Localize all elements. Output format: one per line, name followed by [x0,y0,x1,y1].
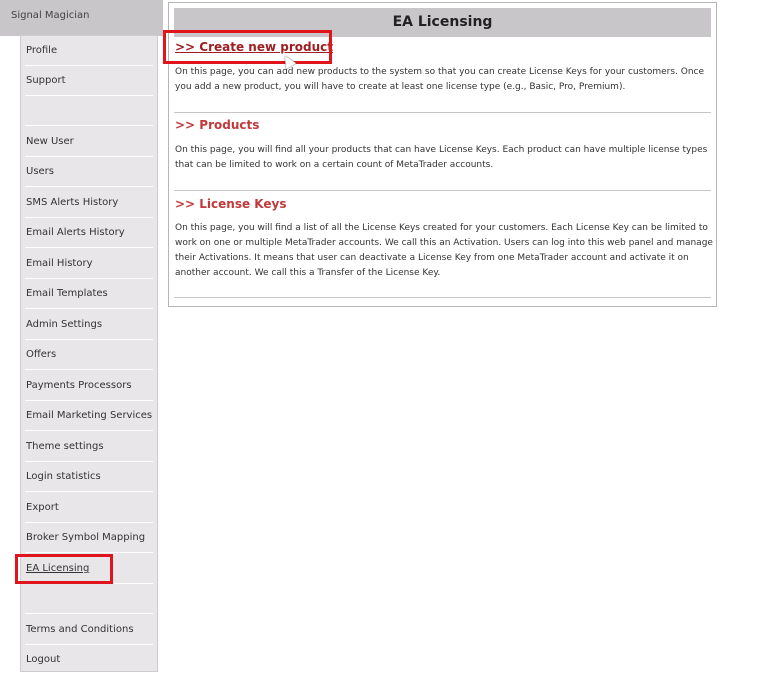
create-product-description: On this page, you can add new products to the system so that you can create License Keys for your customers. Once you add a new product, you will have to create at least one license type (e.g., Basic, Pro, Premium). [175,67,705,92]
sidebar-item-label: Support [26,75,66,86]
sidebar-item-label: Logout [26,654,61,665]
app-brand: Signal Magician [0,0,163,36]
sidebar-item-label: Broker Symbol Mapping [26,532,146,543]
sidebar-item-users[interactable] [25,157,153,187]
sidebar-item-sms-alerts-history[interactable] [25,188,153,218]
divider [174,190,711,191]
sidebar-item-terms-and-conditions[interactable] [25,615,153,645]
sidebar-item-label: Offers [26,349,57,360]
products-link[interactable]: >> Products [175,118,260,132]
sidebar-item-email-history[interactable] [25,249,153,279]
sidebar-item-label: EA Licensing [26,563,90,574]
license-keys-description: On this page, you will find a list of all the License Keys created for your customers. Each License Key can be limited to work on one or multiple MetaTrader accounts. We call this an Activation. Users can log into this web panel and manage their Activations. It means that user can deactivate a License Key from one MetaTrader account and activate it on another account. We call this a Transfer of the License Key. [175,223,713,278]
sidebar-item-label: Payments Processors [26,380,132,391]
main-panel [168,2,717,307]
sidebar-item-broker-symbol-mapping[interactable] [25,523,153,553]
divider [174,297,711,298]
sidebar-item-email-templates[interactable] [25,279,153,309]
sidebar-item-profile[interactable] [25,36,153,66]
sidebar-spacer [25,584,153,614]
sidebar-item-logout[interactable] [25,645,153,675]
sidebar-item-label: Email Marketing Services [26,410,153,421]
sidebar-item-label: New User [26,136,74,147]
products-description: On this page, you will find all your products that can have License Keys. Each product can have multiple license types that can be limited to work on a certain count of MetaTrader accounts. [175,145,708,170]
license-keys-link[interactable]: >> License Keys [175,197,287,211]
sidebar-item-theme-settings[interactable] [25,432,153,462]
sidebar-item-label: Email History [26,258,93,269]
sidebar-item-ea-licensing[interactable] [25,554,153,584]
sidebar-item-label: SMS Alerts History [26,197,119,208]
create-new-product-link[interactable]: >> Create new product [175,40,333,54]
sidebar-item-support[interactable] [25,66,153,96]
sidebar-item-label: Export [26,502,59,513]
sidebar-item-label: Profile [26,45,58,56]
sidebar-item-label: Email Alerts History [26,227,125,238]
sidebar-item-login-statistics[interactable] [25,462,153,492]
sidebar-item-label: Terms and Conditions [26,624,134,635]
sidebar-item-label: Users [26,166,55,177]
sidebar-item-label: Email Templates [26,288,108,299]
sidebar-item-new-user[interactable] [25,127,153,157]
sidebar-item-payments-processors[interactable] [25,371,153,401]
sidebar-spacer [25,96,153,126]
sidebar-item-label: Login statistics [26,471,101,482]
sidebar-nav [20,35,158,672]
sidebar-item-label: Theme settings [26,441,104,452]
sidebar-item-export[interactable] [25,493,153,523]
page-title: EA Licensing [174,8,711,37]
sidebar-item-label: Admin Settings [26,319,103,330]
sidebar-item-email-alerts-history[interactable] [25,218,153,248]
sidebar-item-admin-settings[interactable] [25,310,153,340]
sidebar-item-offers[interactable] [25,340,153,370]
divider [174,112,711,113]
sidebar-item-email-marketing-services[interactable] [25,401,153,431]
